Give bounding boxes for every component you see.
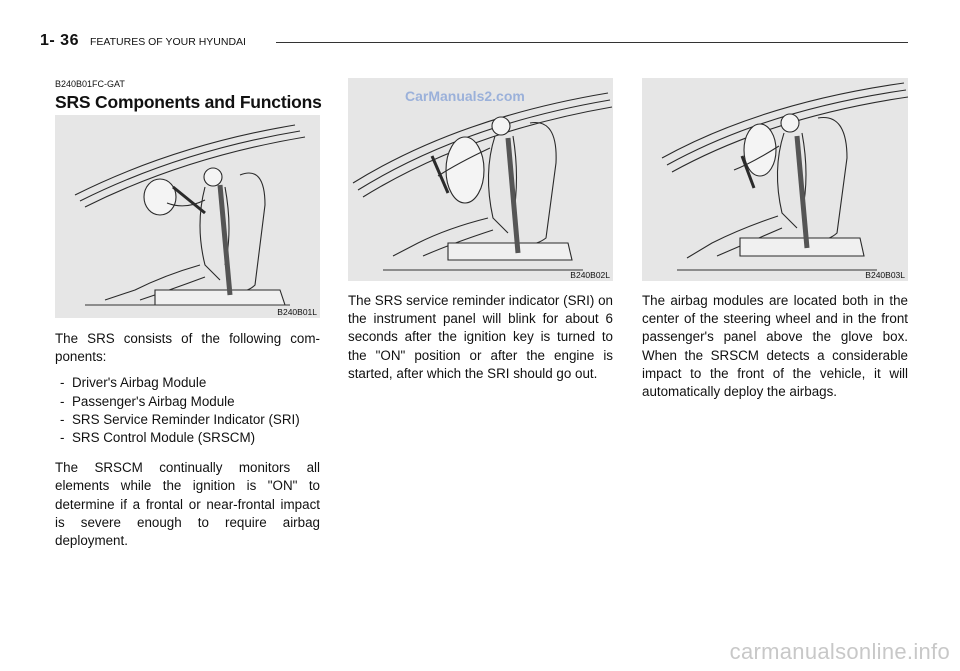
list-item: - SRS Control Module (SRSCM): [60, 430, 256, 446]
figure-airbag-deployment-illustration: [642, 78, 908, 281]
intro-paragraph: The SRS consists of the following com-ponents:: [55, 331, 320, 365]
page-number: 1- 36: [40, 32, 79, 49]
list-item: - Passenger's Airbag Module: [60, 393, 235, 409]
figure-passenger-airbag-illustration: [348, 78, 613, 281]
footer-watermark: carmanualsonline.info: [729, 639, 950, 664]
figure-code: B240B03L: [865, 270, 905, 280]
sri-paragraph: The SRS service reminder indicator (SRI) on the instrument panel will blink for about 6 seconds after the ignition key is turned to the "ON" position or after the engine is started, after which the SRI should go out.: [348, 293, 613, 381]
column-2: [348, 78, 613, 383]
passenger-airbag-drawing: [348, 78, 613, 281]
srscm-paragraph: The SRSCM continually monitors all elements while the ignition is "ON" to determine if a frontal or near-frontal impact is severe enough to require airbag deployment.: [55, 460, 320, 549]
driver-airbag-drawing: [55, 115, 320, 318]
figure-driver-airbag-illustration: [55, 115, 320, 318]
figure-code: B240B01L: [277, 307, 317, 317]
figure-code: B240B02L: [570, 270, 610, 280]
airbag-location-paragraph: The airbag modules are located both in the center of the steering wheel and in the front passenger's panel above the glove box. When the SRSCM detects a considerable impact to the front of the vehicle, it will automatically deploy the airbags.: [642, 293, 908, 400]
section-code: B240B01FC-GAT: [55, 79, 125, 89]
component-list: [55, 374, 320, 447]
section-heading: SRS Components and Functions: [55, 92, 322, 112]
list-item: - Driver's Airbag Module: [60, 375, 207, 391]
column-1: [55, 78, 320, 550]
watermark-text: CarManuals2.com: [405, 88, 525, 104]
page-header: [40, 32, 908, 52]
section-title: FEATURES OF YOUR HYUNDAI: [90, 36, 246, 48]
column-3: [642, 78, 908, 401]
airbag-deployment-drawing: [642, 78, 908, 281]
header-rule: [276, 42, 908, 43]
list-item: - SRS Service Reminder Indicator (SRI): [60, 411, 300, 427]
